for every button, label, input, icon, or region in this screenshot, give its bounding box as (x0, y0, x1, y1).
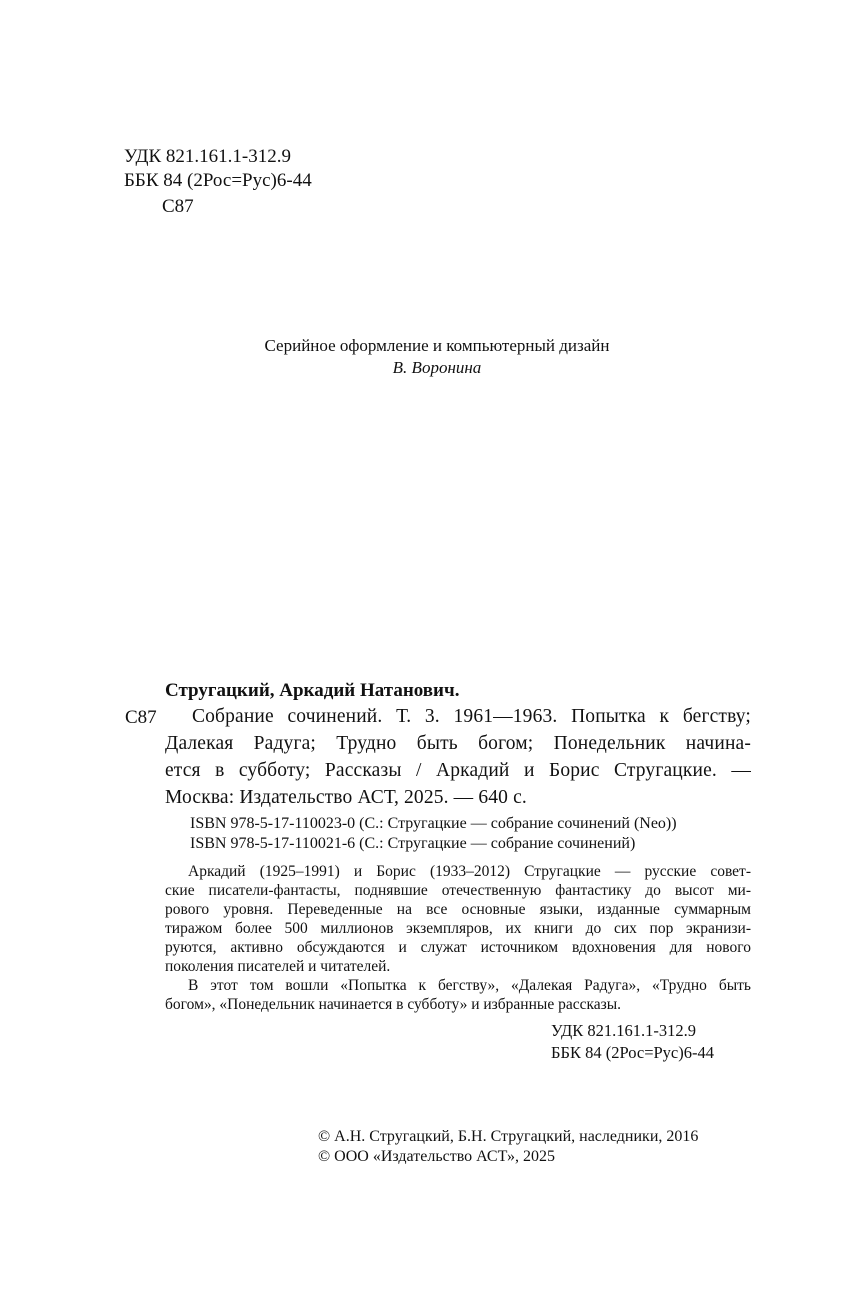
author-heading: Стругацкий, Аркадий Натанович. (165, 680, 460, 701)
annotation-line: поколения писателей и читателей. (165, 958, 391, 975)
udk-code: УДК 821.161.1-312.9 (551, 1021, 697, 1040)
annotation-line: рового уровня. Переведенные на все основные языки, изданные суммарным (165, 901, 751, 918)
isbn-line: ISBN 978-5-17-110023-0 (С.: Стругацкие — собрание сочинений (Neo)) (190, 815, 677, 832)
bbk-code: ББК 84 (2Рос=Рус)6-44 (551, 1043, 714, 1062)
record-author-mark: С87 (125, 707, 157, 728)
description-line: Собрание сочинений. Т. 3. 1961—1963. Попытка к бегству; (192, 706, 751, 727)
copyright-line: © А.Н. Стругацкий, Б.Н. Стругацкий, наследники, 2016 (318, 1128, 699, 1145)
annotation-line: богом», «Понедельник начинается в субботу» и избранные рассказы. (165, 996, 622, 1013)
copyright-line: © ООО «Издательство АСТ», 2025 (318, 1148, 555, 1165)
bbk-code: ББК 84 (2Рос=Рус)6-44 (124, 170, 312, 191)
annotation-line: руются, активно обсуждаются и служат источником вдохновения для нового (165, 939, 751, 956)
description-line: Далекая Радуга; Трудно быть богом; Понедельник начина- (165, 733, 751, 754)
annotation-line: тиражом более 500 миллионов экземпляров, их книги до сих пор экранизи- (165, 920, 751, 937)
designer-name: В. Воронина (392, 358, 482, 377)
design-credit-line: Серийное оформление и компьютерный дизайн (264, 336, 610, 355)
annotation-line: В этот том вошли «Попытка к бегству», «Далекая Радуга», «Трудно быть (188, 977, 751, 994)
udk-code: УДК 821.161.1-312.9 (124, 146, 291, 167)
author-mark-code: С87 (162, 196, 194, 217)
annotation-line: Аркадий (1925–1991) и Борис (1933–2012) Стругацкие — русские совет- (188, 863, 751, 880)
description-line: Москва: Издательство АСТ, 2025. — 640 с. (165, 787, 527, 808)
isbn-line: ISBN 978-5-17-110021-6 (С.: Стругацкие — собрание сочинений) (190, 835, 636, 852)
description-line: ется в субботу; Рассказы / Аркадий и Борис Стругацкие. — (165, 760, 751, 781)
annotation-line: ские писатели-фантасты, поднявшие отечественную фантастику до высот ми- (165, 882, 751, 899)
